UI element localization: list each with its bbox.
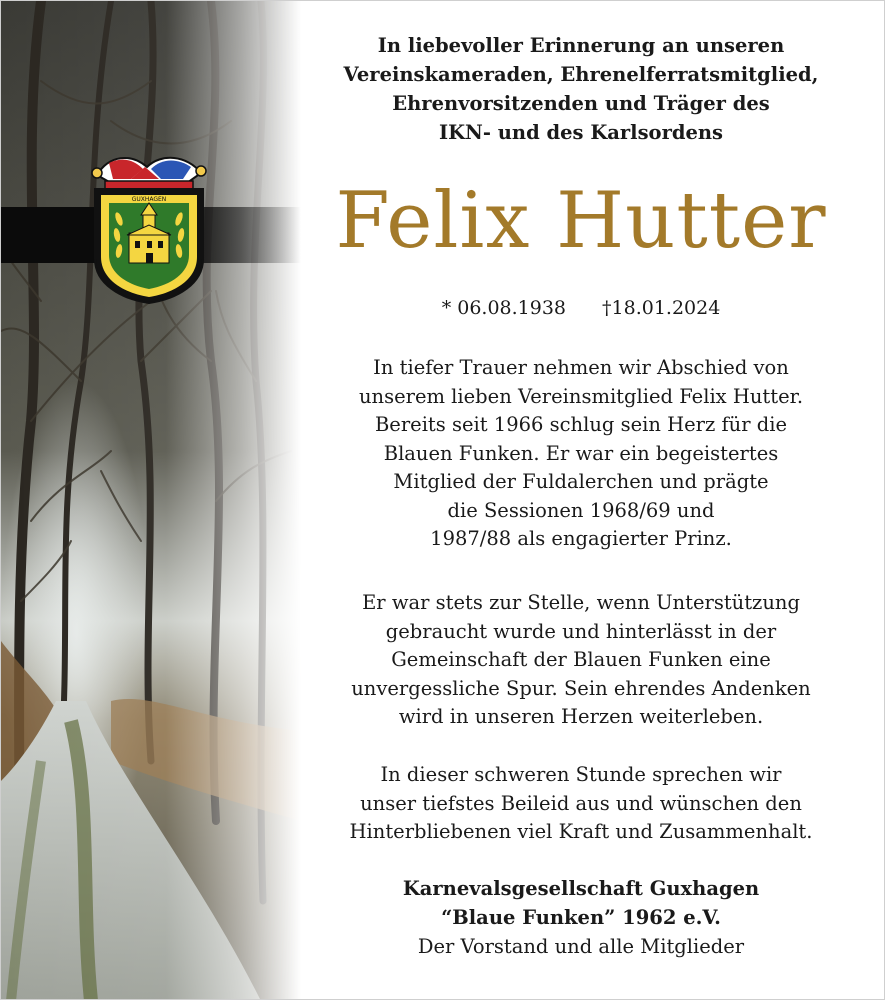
board-signature: Der Vorstand und alle Mitglieder [417, 935, 745, 958]
text-line: In tiefer Trauer nehmen wir Abschied von [373, 356, 789, 379]
text-line: unvergessliche Spur. Sein ehrendes Andenken [351, 676, 811, 700]
death-date: 18.01.2024 [611, 297, 721, 319]
text-line: Bereits seit 1966 schlug sein Herz für die [374, 413, 788, 436]
intro-line: IKN- und des Karlsordens [438, 121, 724, 144]
text-line: unserem lieben Vereinsmitglied Felix Hutter. [358, 384, 804, 408]
condolence-paragraph [301, 761, 861, 847]
text-line: gebraucht wurde und hinterlässt in der [385, 619, 777, 643]
organization-subtitle: “Blaue Funken” 1962 e.V. [441, 906, 721, 929]
text-line: Mitglied der Fuldalerchen und prägte [393, 470, 769, 493]
text-line: unser tiefstes Beileid aus und wünschen den [360, 791, 802, 815]
death-cross-icon: † [602, 297, 612, 319]
intro-line: Vereinskameraden, Ehrenelferratsmitglied, [343, 63, 819, 86]
organization-name: Karnevalsgesellschaft Guxhagen [402, 877, 760, 900]
text-line: die Sessionen 1968/69 und [447, 498, 715, 522]
birth-date: * 06.08.1938 [441, 297, 567, 319]
obituary-text [301, 1, 861, 1000]
club-crest-icon [87, 149, 211, 305]
text-line: Blauen Funken. Er war ein begeistertes [383, 441, 779, 465]
text-line: 1987/88 als engagierter Prinz. [430, 527, 732, 550]
deceased-name: Felix Hutter [335, 176, 827, 266]
intro-line: In liebevoller Erinnerung an unseren [377, 34, 785, 57]
text-line: Er war stets zur Stelle, wenn Unterstützung [362, 591, 800, 614]
text-line: Hinterbliebenen viel Kraft und Zusammenhalt. [349, 820, 813, 843]
tribute-paragraph-2 [301, 589, 861, 732]
tribute-paragraph-1 [301, 354, 861, 554]
forest-path-photo [1, 1, 301, 1000]
text-line: Gemeinschaft der Blauen Funken eine [391, 648, 771, 671]
intro-line: Ehrenvorsitzenden und Träger des [392, 92, 770, 115]
text-line: In dieser schweren Stunde sprechen wir [380, 763, 782, 786]
svg-text:GUXHAGEN: GUXHAGEN [131, 196, 167, 203]
life-dates [301, 294, 861, 322]
text-line: wird in unseren Herzen weiterleben. [398, 705, 764, 728]
intro-heading [301, 31, 861, 147]
signature-block [301, 874, 861, 961]
